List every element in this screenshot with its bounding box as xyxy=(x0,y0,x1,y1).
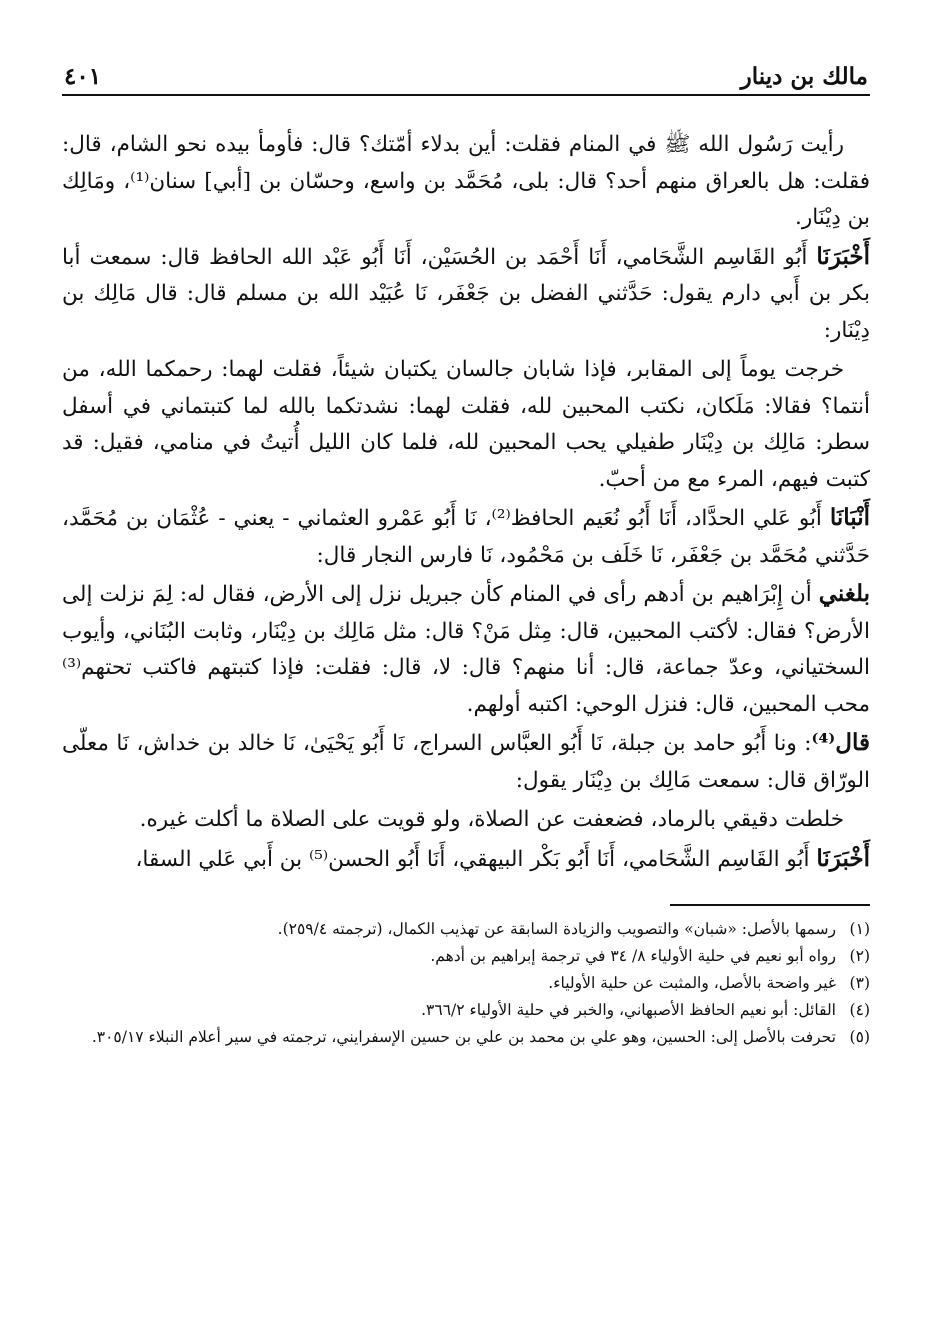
header-title: مالك بن دينار xyxy=(740,63,868,90)
footnote-text: غير واضحة بالأصل، والمثبت عن حلية الأولياء. xyxy=(548,974,836,992)
paragraph xyxy=(62,725,870,799)
paragraph-lead: أَنْبَانَا xyxy=(829,504,870,531)
footnote-divider xyxy=(670,904,870,906)
footnote xyxy=(62,1024,870,1051)
paragraph xyxy=(62,351,870,498)
footnote-text: رسمها بالأصل: «شبان» والتصويب والزيادة السابقة عن تهذيب الكمال، (ترجمته ٢٥٩/٤). xyxy=(277,920,836,938)
footnote-text: رواه أبو نعيم في حلية الأولياء ٨/ ٣٤ في ترجمة إبراهيم بن أدهم. xyxy=(430,947,836,965)
footnote-number: (٥) xyxy=(849,1028,870,1046)
paragraph xyxy=(62,500,870,574)
footnote-text: تحرفت بالأصل إلى: الحسين، وهو علي بن محمد بن علي بن حسين الإسفرايني، ترجمته في سير أعلام النبلاء ٣٠٥/١٧. xyxy=(91,1028,836,1046)
footnote-number: (٣) xyxy=(849,974,870,992)
footnote xyxy=(62,916,870,943)
paragraph-lead: أَخْبَرَنَا xyxy=(816,242,870,270)
paragraph-lead: قال⁽⁴⁾ xyxy=(811,729,870,756)
paragraph xyxy=(62,576,870,723)
paragraph xyxy=(62,841,870,879)
footnote-text: القائل: أبو نعيم الحافظ الأصبهاني، والخبر في حلية الأولياء ٣٦٦/٢. xyxy=(421,1001,836,1019)
paragraph-text: خرجت يوماً إلى المقابر، فإذا شابان جالسان يكتبان شيئاً، فقلت لهما: رحمكما الله، من أنتما؟ فقالا: مَلَكان، نكتب المحبين لله، فقلت لهما: نشدتكما بالله لما كتبتماني في أسفل سطر: مَالِك بن دِيْنَار طفيلي يحب المحبين لله، فلما كان الليل أُتيتُ في منامي، فقيل: قد كتبت فيهم، المرء مع من أحبّ. xyxy=(62,357,870,492)
paragraph-text: : ونا أَبُو حامد بن جبلة، نَا أَبُو العبَّاس السراج، نَا أَبُو يَحْيَىٰ، نَا خالد بن خداش، نَا معلّى الورّاق قال: سمعت مَالِك بن دِيْنَار يقول: xyxy=(62,731,870,793)
running-header xyxy=(62,52,870,96)
paragraph xyxy=(62,126,870,237)
paragraph-text: أَبُو القَاسِم الشَّحَامي، أَنَا أَبُو بَكْر البيهقي، أَنَا أَبُو الحسن⁽⁵⁾ بن أَبي عَلي السقا، xyxy=(135,846,817,872)
paragraph-lead: بلغني xyxy=(818,580,870,607)
paragraph-text: أَبُو عَلي الحدَّاد، أَنَا أَبُو نُعَيم الحافظ⁽²⁾، نَا أَبُو عَمْرو العثماني - يعني - عُثْمَان بن مُحَمَّد، حَدَّثني مُحَمَّد بن جَعْفَر، نَا خَلَف بن مَحْمُود، نَا فارس النجار قال: xyxy=(62,506,870,568)
paragraph xyxy=(62,801,870,839)
paragraph-lead: أَخْبَرَنَا xyxy=(816,844,870,872)
page-number: ٤٠١ xyxy=(64,63,102,90)
paragraph-text: أَبُو القَاسِم الشَّحَامي، أَنَا أَحْمَد بن الحُسَيْن، أَنَا أَبُو عَبْد الله الحافظ قال: سمعت أبا بكر بن أَبي دارم يقول: حَدَّثني الفضل بن جَعْفَر، نَا عُبَيْد الله بن مسلم قال: قال مَالِك بن دِيْنَار: xyxy=(62,244,870,343)
footnotes xyxy=(62,916,870,1051)
main-text xyxy=(62,126,870,878)
footnote xyxy=(62,997,870,1024)
paragraph-text: أن إِبْرَاهيم بن أدهم رأى في المنام كأن جبريل نزل إلى الأرض، فقال له: لِمَ نزلت إلى الأرض؟ فقال: لأكتب المحبين، قال: مِثل مَنْ؟ قال: مثل مَالِك بن دِيْنَار، وثابت البُنَاني، وأيوب السختياني، وعدّ جماعة، قال: أنا منهم؟ قال: لا، قال: فقلت: فإذا كتبتهم فاكتب تحتهم⁽³⁾ محب المحبين، قال: فنزل الوحي: اكتبه أولهم. xyxy=(62,582,870,717)
footnote xyxy=(62,970,870,997)
paragraph-text: خلطت دقيقي بالرماد، فضعفت عن الصلاة، ولو قويت على الصلاة ما أكلت غيره. xyxy=(139,807,844,832)
book-page xyxy=(62,52,870,1051)
footnote xyxy=(62,943,870,970)
paragraph-text: رأيت رَسُول الله ﷺ في المنام فقلت: أين بدلاء أمّتك؟ قال: فأومأ بيده نحو الشام، قال: فقلت: هل بالعراق منهم أحد؟ قال: بلى، مُحَمَّد بن واسع، وحسّان بن [أبي] سنان⁽¹⁾، ومَالِك بن دِيْنَار. xyxy=(62,132,870,230)
footnote-number: (٢) xyxy=(849,947,870,965)
paragraph xyxy=(62,239,870,350)
footnote-number: (٤) xyxy=(849,1001,870,1019)
footnote-number: (١) xyxy=(849,920,870,938)
